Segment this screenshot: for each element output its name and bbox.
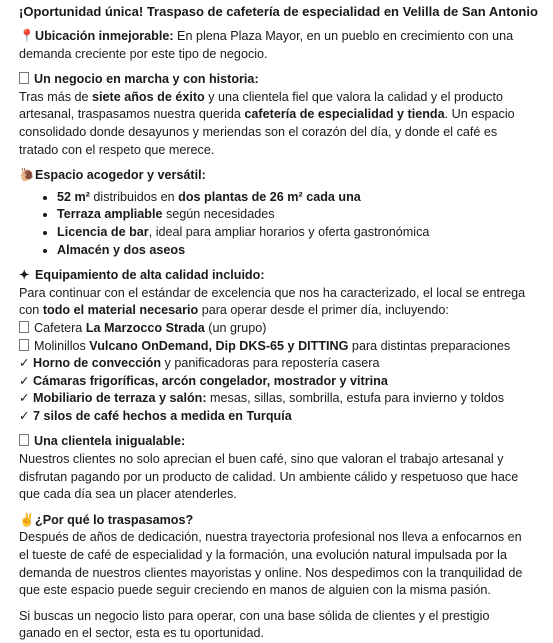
heading-text: Espacio acogedor y versátil: bbox=[35, 168, 206, 183]
text-span: para operar desde el primer día, incluyendo: bbox=[198, 303, 449, 318]
check-icon: ✓ bbox=[19, 391, 30, 406]
equipment-item bbox=[19, 390, 534, 408]
page-title: ¡Oportunidad única! Traspaso de cafetería de especialidad en Velilla de San Antonio bbox=[19, 4, 538, 19]
text-span: distribuidos en bbox=[89, 189, 179, 204]
section-why bbox=[19, 512, 534, 600]
heading-text: Ubicación inmejorable: bbox=[35, 29, 174, 43]
bold-span: Vulcano OnDemand, Dip DKS-65 y DITTING bbox=[89, 338, 349, 353]
bold-span: cafetería de especialidad y tienda bbox=[244, 107, 445, 122]
section-equipment-heading bbox=[19, 267, 534, 285]
equipment-item bbox=[19, 408, 534, 426]
missing-glyph-icon bbox=[19, 321, 29, 333]
bold-span: Mobiliario de terraza y salón: bbox=[33, 391, 207, 406]
bold-span: La Marzocco Strada bbox=[85, 320, 205, 335]
section-location-text: En plena Plaza Mayor, en un pueblo en crecimiento con una demanda creciente por este tipo de negocio. bbox=[19, 29, 514, 61]
heading-text: Equipamiento de alta calidad incluido: bbox=[35, 268, 265, 283]
text-span: (un grupo) bbox=[204, 320, 267, 335]
text-span: y panificadoras para repostería casera bbox=[161, 356, 380, 371]
section-clientele bbox=[19, 433, 534, 503]
space-features-list bbox=[19, 189, 534, 259]
text-span: . Un espacio consolidado donde desayunos y meriendas son el corazón del día, y donde el café es tratado con el respeto que merece. bbox=[19, 107, 515, 157]
text-span: Molinillos bbox=[34, 338, 90, 353]
list-item bbox=[57, 206, 534, 224]
equipment-item bbox=[19, 338, 534, 356]
section-equipment-intro bbox=[19, 285, 534, 320]
list-item bbox=[57, 242, 534, 260]
bold-span: Terraza ampliable bbox=[57, 207, 163, 222]
equipment-item bbox=[19, 355, 534, 373]
victory-hand-icon: ✌ bbox=[19, 512, 35, 527]
list-item bbox=[57, 189, 534, 207]
text-span: Tras más de bbox=[19, 89, 93, 104]
heading-text: ¿Por qué lo traspasamos? bbox=[35, 512, 194, 527]
bold-span: todo el material necesario bbox=[42, 303, 199, 318]
section-why-text: Después de años de dedicación, nuestra trayectoria profesional nos lleva a enfocarnos en el tueste de café de especialidad y la formación, una evolución natural impulsada por la demanda de nuestros clientes mayoristas y online. Nos despedimos con la tranquilidad de que este espacio puede seguir creciendo en manos de alguien con la misma pasión. bbox=[19, 530, 523, 598]
equipment-item bbox=[19, 373, 534, 391]
section-closing bbox=[19, 608, 534, 643]
bold-span: 52 m² bbox=[57, 189, 90, 204]
sparkle-icon: ✦ bbox=[19, 268, 30, 283]
missing-glyph-icon bbox=[19, 434, 29, 446]
bold-span: Almacén y dos aseos bbox=[57, 242, 186, 257]
text-span: según necesidades bbox=[162, 207, 275, 222]
check-icon: ✓ bbox=[19, 356, 30, 371]
section-clientele-heading bbox=[19, 433, 534, 451]
bold-span: siete años de éxito bbox=[92, 89, 205, 104]
bold-span: Cámaras frigoríficas, arcón congelador, mostrador y vitrina bbox=[33, 373, 388, 388]
section-closing-text: Si buscas un negocio listo para operar, con una base sólida de clientes y el prestigio ganado en el sector, esta es tu oportunidad. bbox=[19, 608, 490, 641]
section-location bbox=[19, 28, 534, 63]
bold-span: Horno de convección bbox=[33, 356, 162, 371]
section-space bbox=[19, 167, 534, 259]
text-span: Para continuar con el estándar de excelencia que nos ha caracterizado, el local se entrega con bbox=[19, 285, 526, 318]
missing-glyph-icon bbox=[19, 72, 29, 84]
text-span: para distintas preparaciones bbox=[348, 338, 511, 353]
heading-text: Un negocio en marcha y con historia: bbox=[34, 72, 259, 87]
section-space-heading bbox=[19, 167, 534, 185]
section-why-heading bbox=[19, 512, 534, 530]
bold-span: 7 silos de café hechos a medida en Turquía bbox=[33, 408, 292, 423]
text-span: y una clientela fiel que valora la calidad y el producto artesanal, traspasamos nuestra querida bbox=[19, 89, 503, 122]
equipment-item bbox=[19, 320, 534, 338]
section-history-text bbox=[19, 89, 534, 159]
snail-icon: 🐌 bbox=[19, 168, 35, 183]
check-icon: ✓ bbox=[19, 373, 30, 388]
check-icon: ✓ bbox=[19, 408, 30, 423]
missing-glyph-icon bbox=[19, 339, 29, 351]
pin-icon: 📍 bbox=[19, 29, 35, 43]
text-span: Cafetera bbox=[34, 320, 86, 335]
text-span: , ideal para ampliar horarios y oferta gastronómica bbox=[148, 224, 430, 239]
bold-span: dos plantas de 26 m² cada una bbox=[178, 189, 361, 204]
section-history bbox=[19, 71, 534, 159]
section-location-heading bbox=[19, 29, 174, 43]
list-item bbox=[57, 224, 534, 242]
text-span: mesas, sillas, sombrilla, estufa para invierno y toldos bbox=[206, 391, 505, 406]
section-history-heading bbox=[19, 71, 534, 89]
section-clientele-text: Nuestros clientes no solo aprecian el buen café, sino que valoran el trabajo artesanal y disfrutan pagando por un producto de calidad. Un ambiente cálido y respetuoso que hace que cada día sea un placer atenderles. bbox=[19, 452, 519, 502]
section-equipment bbox=[19, 267, 534, 425]
heading-text: Una clientela inigualable: bbox=[34, 434, 186, 449]
bold-span: Licencia de bar bbox=[57, 224, 149, 239]
